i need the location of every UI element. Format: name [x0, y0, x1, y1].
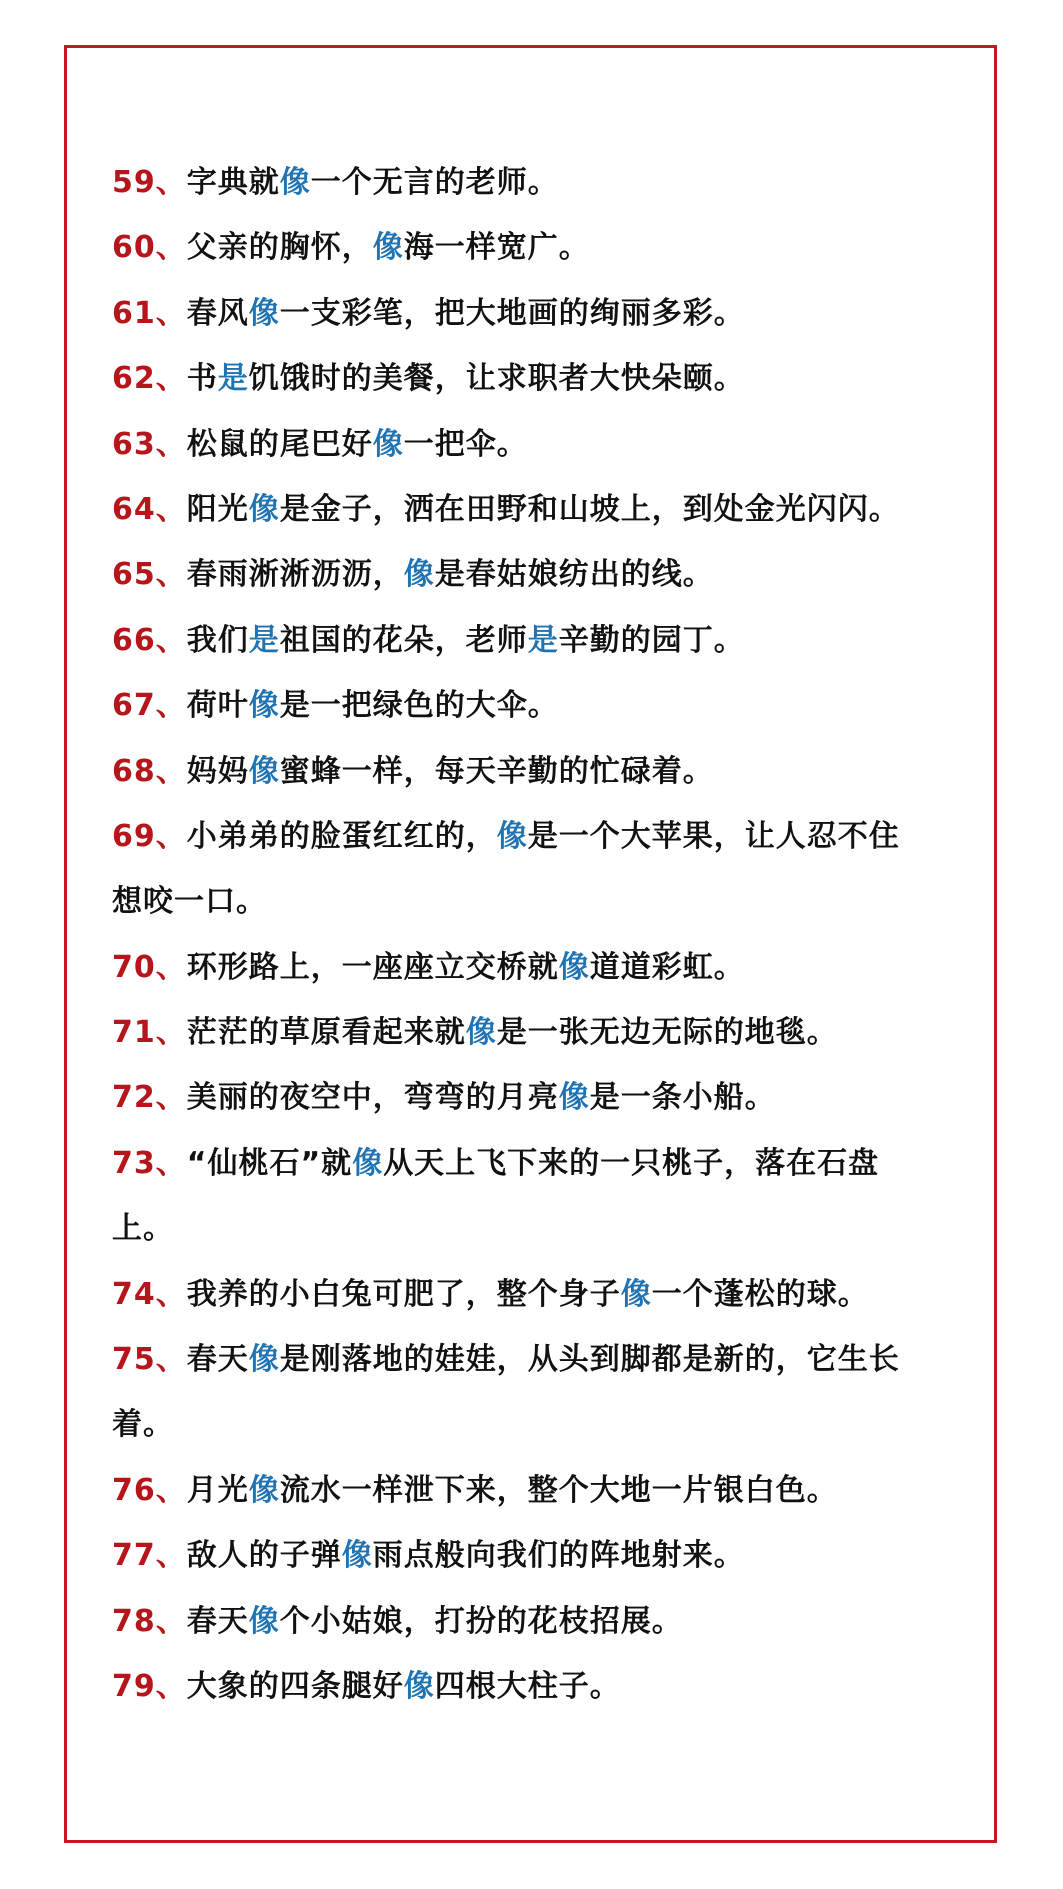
sentence-text: 环形路上，一座座立交桥就 [186, 949, 559, 985]
sentence-text: 春天 [186, 1342, 249, 1378]
comparison-keyword: 是 [527, 622, 559, 658]
sentence-text: 饥饿时的美餐，让求职者大快朵颐。 [248, 361, 745, 397]
sentence-text: 一个蓬松的球。 [651, 1276, 869, 1312]
sentence-text: 父亲的胸怀， [186, 230, 373, 266]
sentence-number: 79、 [112, 1668, 187, 1704]
sentence-text: 想咬一口。 [112, 884, 267, 920]
comparison-keyword: 像 [248, 753, 280, 789]
sentence-line [112, 935, 962, 1000]
sentence-line [112, 542, 962, 607]
sentence-line [112, 1262, 962, 1327]
sentence-number: 69、 [112, 818, 187, 854]
comparison-keyword: 像 [372, 426, 404, 462]
sentence-line [112, 1654, 962, 1719]
comparison-keyword: 像 [248, 1472, 280, 1508]
sentence-number: 65、 [112, 557, 187, 593]
sentence-text: “仙桃石”就 [186, 1145, 353, 1181]
sentence-text: 松鼠的尾巴好 [186, 426, 373, 462]
sentence-line [112, 608, 962, 673]
sentence-line [112, 281, 962, 346]
sentence-line [112, 673, 962, 738]
sentence-text: 一把伞。 [403, 426, 528, 462]
comparison-keyword: 是 [217, 361, 249, 397]
sentence-number: 74、 [112, 1276, 187, 1312]
sentence-line [112, 1458, 962, 1523]
sentence-line [112, 1065, 962, 1130]
sentence-continuation-line [112, 1196, 962, 1261]
sentence-number: 64、 [112, 491, 187, 527]
sentence-number: 76、 [112, 1472, 187, 1508]
sentence-line [112, 1523, 962, 1588]
comparison-keyword: 像 [248, 491, 280, 527]
sentence-line [112, 215, 962, 280]
sentence-line [112, 346, 962, 411]
sentence-line [112, 412, 962, 477]
comparison-keyword: 像 [352, 1145, 384, 1181]
sentence-line [112, 804, 962, 869]
comparison-keyword: 像 [248, 1342, 280, 1378]
sentence-line [112, 477, 962, 542]
sentence-number: 72、 [112, 1080, 187, 1116]
sentence-line [112, 1131, 962, 1196]
sentence-text: 辛勤的园丁。 [558, 622, 745, 658]
sentence-text: 敌人的子弹 [186, 1538, 342, 1574]
sentence-text: 着。 [112, 1407, 174, 1443]
sentence-continuation-line [112, 1392, 962, 1457]
sentence-line [112, 739, 962, 804]
sentence-text: 是一条小船。 [589, 1080, 776, 1116]
sentence-line [112, 150, 962, 215]
sentence-text: 是金子，洒在田野和山坡上，到处金光闪闪。 [279, 491, 900, 527]
sentence-text: 个小姑娘，打扮的花枝招展。 [279, 1603, 683, 1639]
comparison-keyword: 像 [372, 230, 404, 266]
sentence-text: 四根大柱子。 [434, 1668, 621, 1704]
comparison-keyword: 像 [496, 818, 528, 854]
sentence-text: 雨点般向我们的阵地射来。 [372, 1538, 745, 1574]
sentence-number: 70、 [112, 949, 187, 985]
sentence-text: 上。 [112, 1211, 174, 1247]
sentence-text: 海一样宽广。 [403, 230, 590, 266]
sentence-number: 66、 [112, 622, 187, 658]
sentence-text: 一个无言的老师。 [310, 165, 559, 200]
sentence-text: 春风 [186, 295, 249, 331]
sentence-text: 是刚落地的娃娃，从头到脚都是新的，它生长 [279, 1342, 900, 1378]
comparison-keyword: 像 [248, 1603, 280, 1639]
comparison-keyword: 像 [465, 1015, 497, 1051]
sentence-number: 67、 [112, 688, 187, 724]
sentence-text: 是一把绿色的大伞。 [279, 688, 559, 724]
sentence-text: 美丽的夜空中，弯弯的月亮 [186, 1080, 559, 1116]
sentence-text: 春雨淅淅沥沥， [186, 557, 404, 593]
sentence-text: 祖国的花朵，老师 [279, 622, 528, 658]
sentence-number: 77、 [112, 1538, 187, 1574]
sentence-number: 78、 [112, 1603, 187, 1639]
sentence-text: 是春姑娘纺出的线。 [434, 557, 714, 593]
sentence-text: 流水一样泄下来，整个大地一片银白色。 [279, 1472, 838, 1508]
sentence-text: 是一个大苹果，让人忍不住 [527, 818, 900, 854]
comparison-keyword: 像 [341, 1538, 373, 1574]
sentence-line [112, 1000, 962, 1065]
comparison-keyword: 像 [279, 165, 311, 200]
sentence-text: 我们 [186, 622, 249, 658]
sentence-text: 春天 [186, 1603, 249, 1639]
sentence-text: 道道彩虹。 [589, 949, 745, 985]
sentence-number: 71、 [112, 1015, 187, 1051]
comparison-keyword: 像 [248, 688, 280, 724]
comparison-keyword: 像 [403, 557, 435, 593]
sentence-line [112, 1327, 962, 1392]
sentence-number: 63、 [112, 426, 187, 462]
sentence-text: 月光 [186, 1472, 249, 1508]
sentence-text: 蜜蜂一样，每天辛勤的忙碌着。 [279, 753, 714, 789]
sentence-number: 73、 [112, 1145, 187, 1181]
comparison-keyword: 是 [248, 622, 280, 658]
sentence-text: 从天上飞下来的一只桃子，落在石盘 [383, 1145, 880, 1181]
sentence-text: 是一张无边无际的地毯。 [496, 1015, 838, 1051]
sentence-line [112, 1589, 962, 1654]
sentence-text: 大象的四条腿好 [186, 1668, 404, 1704]
sentence-text: 阳光 [186, 491, 249, 527]
sentence-number: 61、 [112, 295, 187, 331]
sentence-text: 字典就 [186, 165, 280, 200]
sentence-number: 60、 [112, 230, 187, 266]
sentence-number: 62、 [112, 361, 187, 397]
sentence-text: 一支彩笔，把大地画的绚丽多彩。 [279, 295, 745, 331]
comparison-keyword: 像 [620, 1276, 652, 1312]
sentence-text: 书 [186, 361, 218, 397]
comparison-keyword: 像 [403, 1668, 435, 1704]
comparison-keyword: 像 [558, 949, 590, 985]
sentence-number: 59、 [112, 165, 187, 200]
sentence-number: 68、 [112, 753, 187, 789]
sentence-text: 妈妈 [186, 753, 249, 789]
sentence-text: 茫茫的草原看起来就 [186, 1015, 466, 1051]
comparison-keyword: 像 [558, 1080, 590, 1116]
sentence-continuation-line [112, 869, 962, 934]
sentence-list [112, 150, 962, 1719]
sentence-text: 小弟弟的脸蛋红红的， [186, 818, 497, 854]
comparison-keyword: 像 [248, 295, 280, 331]
sentence-text: 我养的小白兔可肥了，整个身子 [186, 1276, 621, 1312]
sentence-number: 75、 [112, 1342, 187, 1378]
sentence-text: 荷叶 [186, 688, 249, 724]
